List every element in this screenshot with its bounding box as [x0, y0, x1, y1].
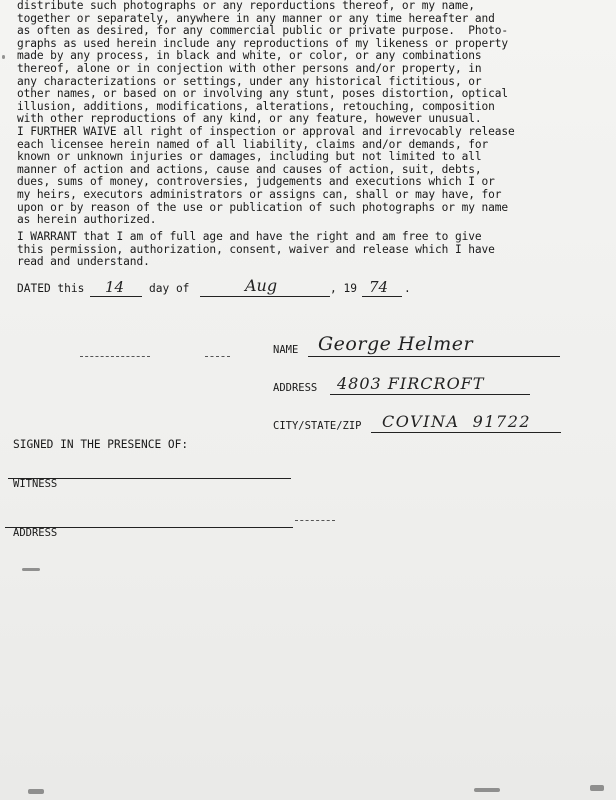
release-text-line: together or separately, anywhere in any manner or any time hereafter and: [17, 11, 495, 25]
name-line: [308, 356, 560, 357]
release-text-line: any characterizations or settings, under any historical fictitious, or: [17, 74, 482, 88]
scan-speck: [590, 785, 604, 791]
release-text-line: thereof, alone or in conjection with other persons and/or property, in: [17, 61, 482, 75]
release-text-line: illusion, additions, modifications, alterations, retouching, composition: [17, 99, 495, 113]
release-text-line: I FURTHER WAIVE all right of inspection or approval and irrevocably release: [17, 124, 515, 138]
release-text-line: known or unknown injuries or damages, including but not limited to all: [17, 150, 482, 164]
month-handwritten: Aug: [245, 276, 278, 295]
dated-suffix: .: [404, 282, 411, 295]
scan-speck: [22, 568, 40, 571]
warranty-text-line: I WARRANT that I am of full age and have the right and am free to give: [17, 230, 482, 243]
warranty-text-line: read and understand.: [17, 255, 150, 269]
address-handwritten: 4803 FIRCROFT: [337, 374, 485, 393]
name-signature: George Helmer: [318, 333, 474, 355]
address-line: [330, 394, 530, 395]
city-state-zip-handwritten: COVINA 91722: [382, 412, 532, 431]
warranty-text-line: this permission, authorization, consent, waiver and release which I have: [17, 242, 495, 256]
warranty-paragraph: [17, 231, 607, 269]
release-text-line: graphs as used herein include any reproductions of my likeness or property: [17, 36, 509, 50]
release-text-line: each licensee herein named of all liability, claims and/or demands, for: [17, 137, 489, 151]
release-text-line: my heirs, executors administrators or assigns can, shall or may have, for: [17, 187, 502, 201]
name-label: NAME: [273, 344, 299, 356]
release-text-line: with other reproductions of any kind, or any feature, however unusual.: [17, 112, 482, 126]
dated-row: [17, 276, 437, 298]
day-blank: [90, 296, 142, 297]
release-text-line: upon or by reason of the use or publication of such photographs or my name: [17, 200, 509, 214]
release-text-line: as often as desired, for any commercial public or private purpose. Photo-: [17, 24, 509, 38]
stray-mark: [205, 356, 230, 357]
release-text-line: dues, sums of money, controversies, judgements and executions which I or: [17, 175, 495, 189]
stray-mark: [295, 520, 335, 521]
day-of-label: day of: [149, 282, 190, 295]
release-text-line: manner of action and actions, cause and causes of action, suit, debts,: [17, 162, 482, 176]
release-text-line: as herein authorized.: [17, 213, 157, 227]
witness-label: WITNESS: [13, 478, 58, 490]
release-paragraph: [17, 0, 607, 227]
day-handwritten: 14: [105, 278, 125, 296]
city-state-zip-label: CITY/STATE/ZIP: [273, 420, 362, 432]
witness-address-label: ADDRESS: [13, 527, 58, 539]
scan-speck: [28, 789, 44, 794]
address-label: ADDRESS: [273, 382, 318, 394]
stray-mark: [80, 356, 150, 357]
release-text-line: other names, or based on or involving any stunt, poses distortion, optical: [17, 87, 509, 101]
release-text-line: distribute such photographs or any reporductions thereof, or my name,: [17, 0, 475, 12]
dated-prefix: DATED this: [17, 282, 85, 295]
signed-presence-label: SIGNED IN THE PRESENCE OF:: [13, 438, 189, 451]
year-handwritten: 74: [369, 278, 389, 296]
year-blank: [362, 296, 402, 297]
scan-speck: [474, 788, 500, 792]
month-blank: [200, 296, 330, 297]
scan-speck: [2, 55, 5, 59]
release-text-line: made by any process, in black and white, or color, or any combinations: [17, 49, 482, 63]
year-prefix: , 19: [330, 282, 357, 295]
city-state-zip-line: [371, 432, 561, 433]
